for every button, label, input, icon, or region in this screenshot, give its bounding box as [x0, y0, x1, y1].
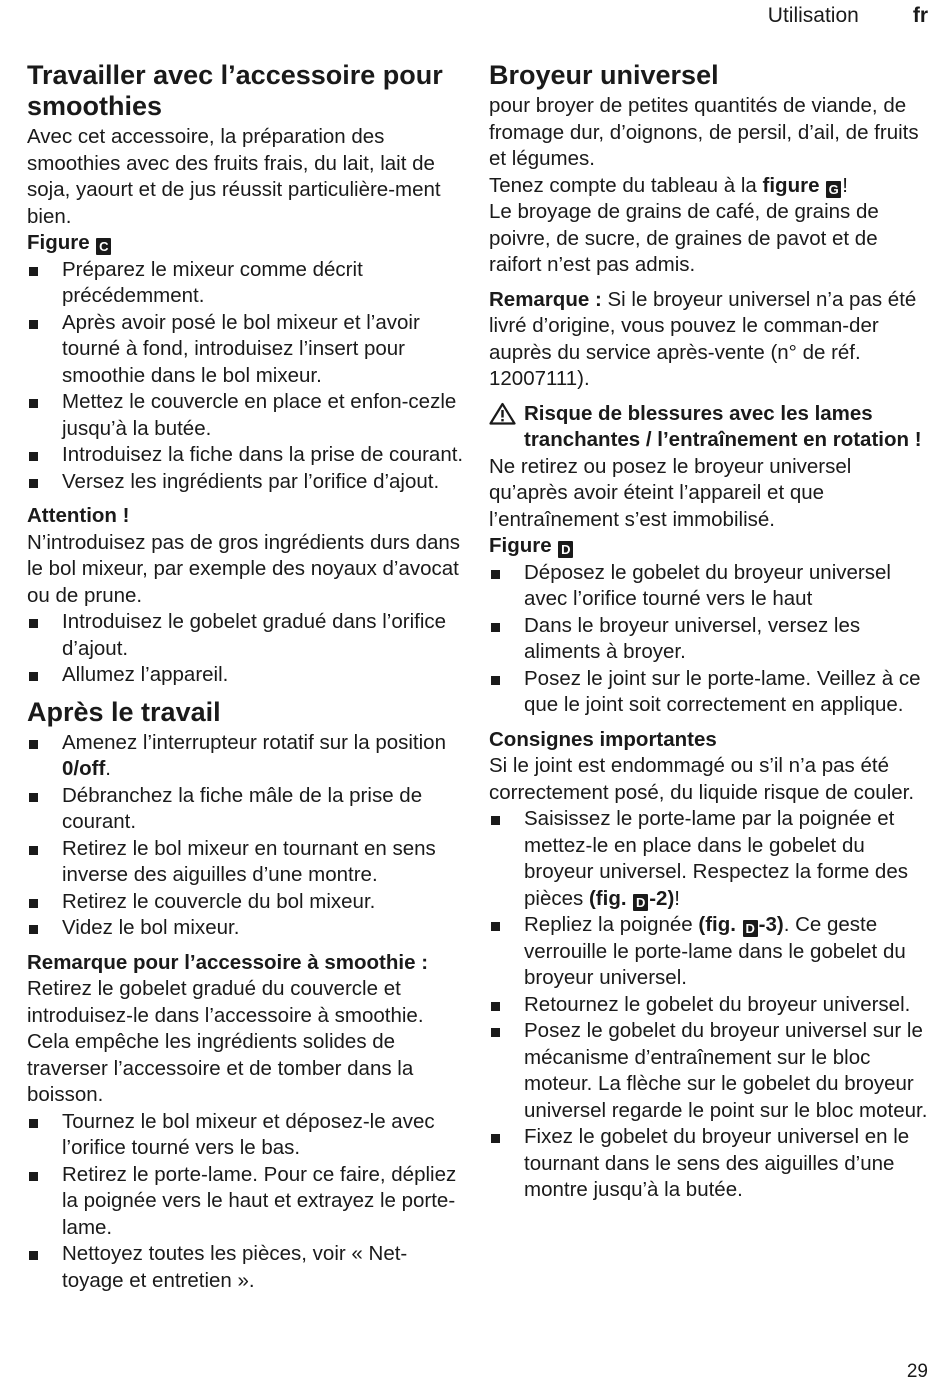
list-item: Retournez le gobelet du broyeur universel.	[489, 992, 929, 1019]
list-item: Après avoir posé le bol mixeur et l’avoir tourné à fond, introduisez l’insert pour smoothie dans le bol mixeur.	[27, 310, 467, 390]
language-code: fr	[912, 4, 928, 27]
list-item: Nettoyez toutes les pièces, voir « Net-toyage et entretien ».	[27, 1241, 467, 1294]
list-item: Repliez la poignée (fig. D -3). Ce geste verrouille le porte-lame dans le gobelet du broyeur universel.	[489, 912, 929, 992]
grinder-steps	[489, 560, 929, 719]
list-item: Introduisez la fiche dans la prise de courant.	[27, 442, 467, 469]
important-text: Si le joint est endommagé ou s’il n’a pas été correctement posé, du liquide risque de couler.	[489, 754, 915, 804]
list-item: Tournez le bol mixeur et déposez-le avec l’orifice tourné vers le bas.	[27, 1109, 467, 1162]
list-item: Saisissez le porte-lame par la poignée et mettez-le en place dans le gobelet du broyeur universel. Respectez la forme des pièces (fig. D -2)!	[489, 806, 929, 912]
smoothie-intro: Avec cet accessoire, la préparation des smoothies avec des fruits frais, du lait, lait de soja, yaourt et de jus réussit particulière-ment bien.	[27, 125, 441, 228]
left-column	[27, 60, 467, 1294]
list-item: Déposez le gobelet du broyeur universel avec l’orifice tourné vers le haut	[489, 560, 929, 613]
list-item: Amenez l’interrupteur rotatif sur la position 0/off.	[27, 730, 467, 783]
warning-text: Ne retirez ou posez le broyeur universel qu’après avoir éteint l’appareil et que l’entraînement s’est immobilisé.	[489, 454, 852, 531]
list-item: Posez le gobelet du broyeur universel sur le mécanisme d’entraînement sur le bloc moteur. La flèche sur le gobelet du broyeur universel regarde le point sur le bloc moteur.	[489, 1018, 929, 1124]
figure-g-badge: G	[826, 181, 841, 198]
right-column	[489, 60, 929, 1204]
list-item: Fixez le gobelet du broyeur universel en le tournant dans le sens des aiguilles d’une montre jusqu’à la butée.	[489, 1124, 929, 1204]
smoothie-section-title: Travailler avec l’accessoire pour smoothies	[27, 60, 443, 121]
attention-title: Attention !	[27, 504, 130, 527]
smoothie-steps-2	[27, 609, 467, 689]
after-work-title: Après le travail	[27, 696, 221, 727]
smoothie-remark-title: Remarque pour l’accessoire à smoothie :	[27, 950, 429, 974]
list-item: Dans le broyeur universel, versez les aliments à broyer.	[489, 613, 929, 666]
page-number: 29	[906, 1361, 928, 1382]
assembly-steps	[489, 806, 929, 1204]
figure-c-label: Figure C	[27, 230, 467, 257]
figure-d-badge: D	[633, 894, 648, 911]
grinder-intro: pour broyer de petites quantités de viande, de fromage dur, d’oignons, de persil, d’ail, de fruits et légumes.	[489, 94, 919, 170]
list-item: Débranchez la fiche mâle de la prise de courant.	[27, 783, 467, 836]
list-item: Posez le joint sur le porte-lame. Veillez à ce que le joint soit correctement en applique.	[489, 666, 929, 719]
warning-triangle-icon	[489, 402, 516, 425]
list-item: Mettez le couvercle en place et enfon-cezle jusqu’à la butée.	[27, 389, 467, 442]
grinder-remark: Remarque : Si le broyeur universel n’a pas été livré d’origine, vous pouvez le comman-der auprès du service après-vente (n° de réf. 12007111).	[489, 287, 917, 390]
attention-text: N’introduisez pas de gros ingrédients durs dans le bol mixeur, par exemple des noyaux d’avocat ou de prune.	[27, 530, 461, 607]
after-work-steps	[27, 730, 467, 942]
list-item: Videz le bol mixeur.	[27, 915, 467, 942]
smoothie-remark-text: Retirez le gobelet gradué du couvercle et introduisez-le dans l’accessoire à smoothie. Cela empêche les ingrédients solides de traverser l’accessoire et de tomber dans la boisson.	[27, 977, 424, 1106]
injury-warning	[489, 401, 929, 454]
cleaning-steps	[27, 1109, 467, 1295]
figure-d-badge: D	[743, 920, 758, 937]
grinder-table-note: Tenez compte du tableau à la figure G !	[489, 173, 848, 197]
smoothie-steps	[27, 257, 467, 496]
off-position: 0/off	[62, 757, 106, 780]
list-item: Retirez le porte-lame. Pour ce faire, dépliez la poignée vers le haut et extrayez le porte-lame.	[27, 1162, 467, 1242]
page-header	[768, 4, 928, 28]
figure-d-badge: D	[558, 541, 573, 558]
grinder-not-allowed: Le broyage de grains de café, de grains de poivre, de sucre, de graines de pavot et de raifort n’est pas admis.	[489, 200, 879, 276]
warning-title: Risque de blessures avec les lames tranchantes / l’entraînement en rotation !	[524, 401, 922, 451]
list-item: Introduisez le gobelet gradué dans l’orifice d’ajout.	[27, 609, 467, 662]
grinder-section-title: Broyeur universel	[489, 60, 719, 90]
figure-c-badge: C	[96, 238, 111, 255]
list-item: Retirez le couvercle du bol mixeur.	[27, 889, 467, 916]
list-item: Préparez le mixeur comme décrit précédemment.	[27, 257, 467, 310]
list-item: Versez les ingrédients par l’orifice d’ajout.	[27, 469, 467, 496]
list-item: Retirez le bol mixeur en tournant en sens inverse des aiguilles d’une montre.	[27, 836, 467, 889]
figure-d-label: Figure D	[489, 533, 929, 560]
important-title: Consignes importantes	[489, 727, 717, 751]
section-name: Utilisation	[767, 4, 859, 27]
list-item: Allumez l’appareil.	[27, 662, 467, 689]
